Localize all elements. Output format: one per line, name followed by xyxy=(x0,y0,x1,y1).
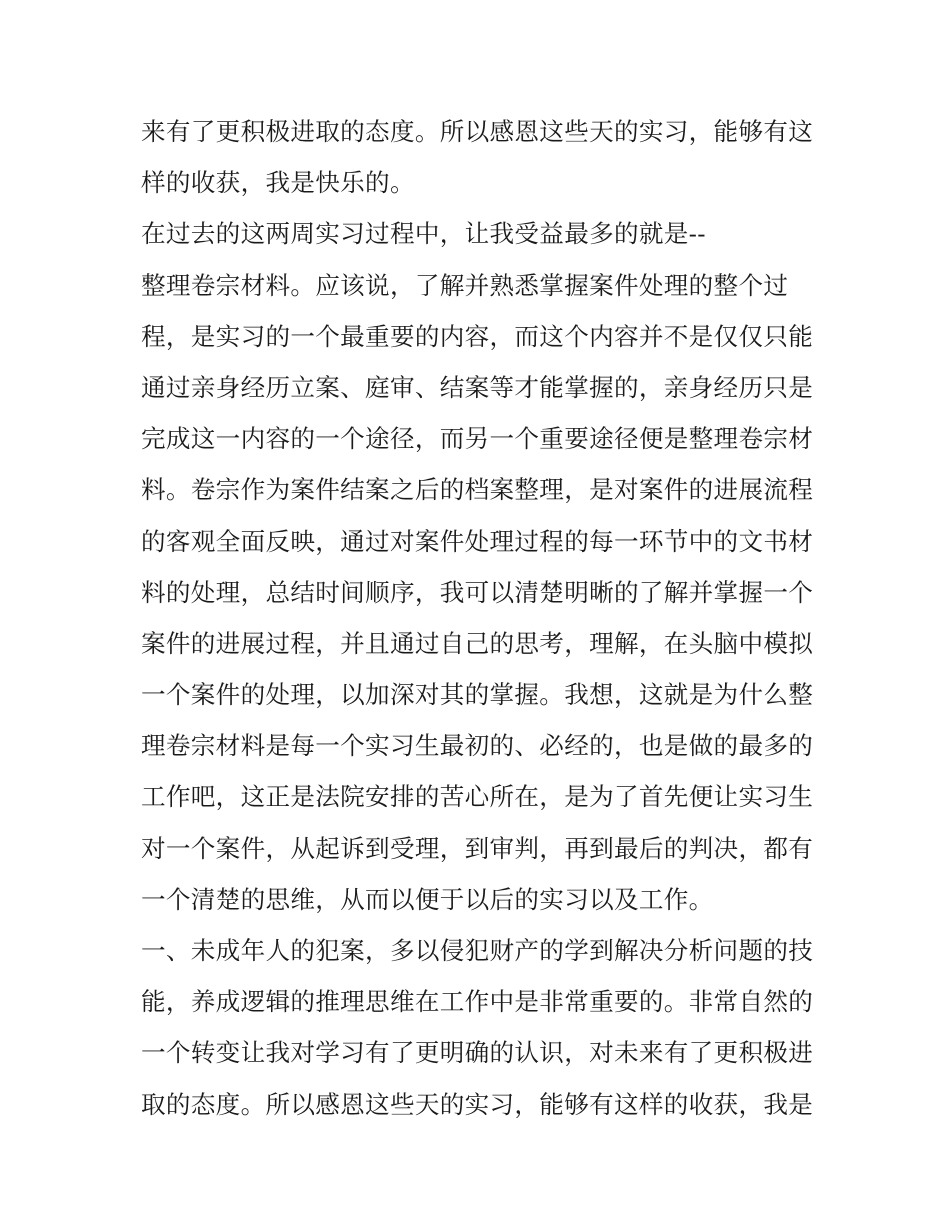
text-line: 能，养成逻辑的推理思维在工作中是非常重要的。非常自然的 xyxy=(141,987,814,1017)
text-line: 一个清楚的思维，从而以便于以后的实习以及工作。 xyxy=(141,884,714,914)
text-line: 料的处理，总结时间顺序，我可以清楚明晰的了解并掌握一个 xyxy=(141,577,814,607)
text-line: 程，是实习的一个最重要的内容，而这个内容并不是仅仅只能 xyxy=(141,321,814,351)
text-line: 一、未成年人的犯案，多以侵犯财产的学到解决分析问题的技 xyxy=(141,936,814,965)
body-text xyxy=(141,106,821,1130)
text-line: 的客观全面反映，通过对案件处理过程的每一环节中的文书材 xyxy=(141,526,814,556)
text-line: 对一个案件，从起诉到受理，到审判，再到最后的判决，都有 xyxy=(141,833,814,863)
text-line: 料。卷宗作为案件结案之后的档案整理，是对案件的进展流程 xyxy=(141,475,814,505)
text-line: 来有了更积极进取的态度。所以感恩这些天的实习，能够有这 xyxy=(141,117,814,146)
text-line: 工作吧，这正是法院安排的苦心所在，是为了首先便让实习生 xyxy=(141,782,814,812)
text-line: 整理卷宗材料。应该说，了解并熟悉掌握案件处理的整个过 xyxy=(141,270,789,300)
text-line: 完成这一内容的一个途径，而另一个重要途径便是整理卷宗材 xyxy=(141,424,814,454)
text-line: 在过去的这两周实习过程中，让我受益最多的就是-- xyxy=(141,219,706,249)
text-line: 通过亲身经历立案、庭审、结案等才能掌握的，亲身经历只是 xyxy=(141,372,814,402)
text-line: 一个案件的处理，以加深对其的掌握。我想，这就是为什么整 xyxy=(141,680,814,710)
text-line: 取的态度。所以感恩这些天的实习，能够有这样的收获，我是 xyxy=(141,1089,814,1119)
text-line: 案件的进展过程，并且通过自己的思考，理解，在头脑中模拟 xyxy=(141,628,814,658)
text-line: 一个转变让我对学习有了更明确的认识，对未来有了更积极进 xyxy=(141,1038,814,1068)
text-line: 样的收获，我是快乐的。 xyxy=(141,168,415,198)
text-line: 理卷宗材料是每一个实习生最初的、必经的，也是做的最多的 xyxy=(141,731,814,761)
